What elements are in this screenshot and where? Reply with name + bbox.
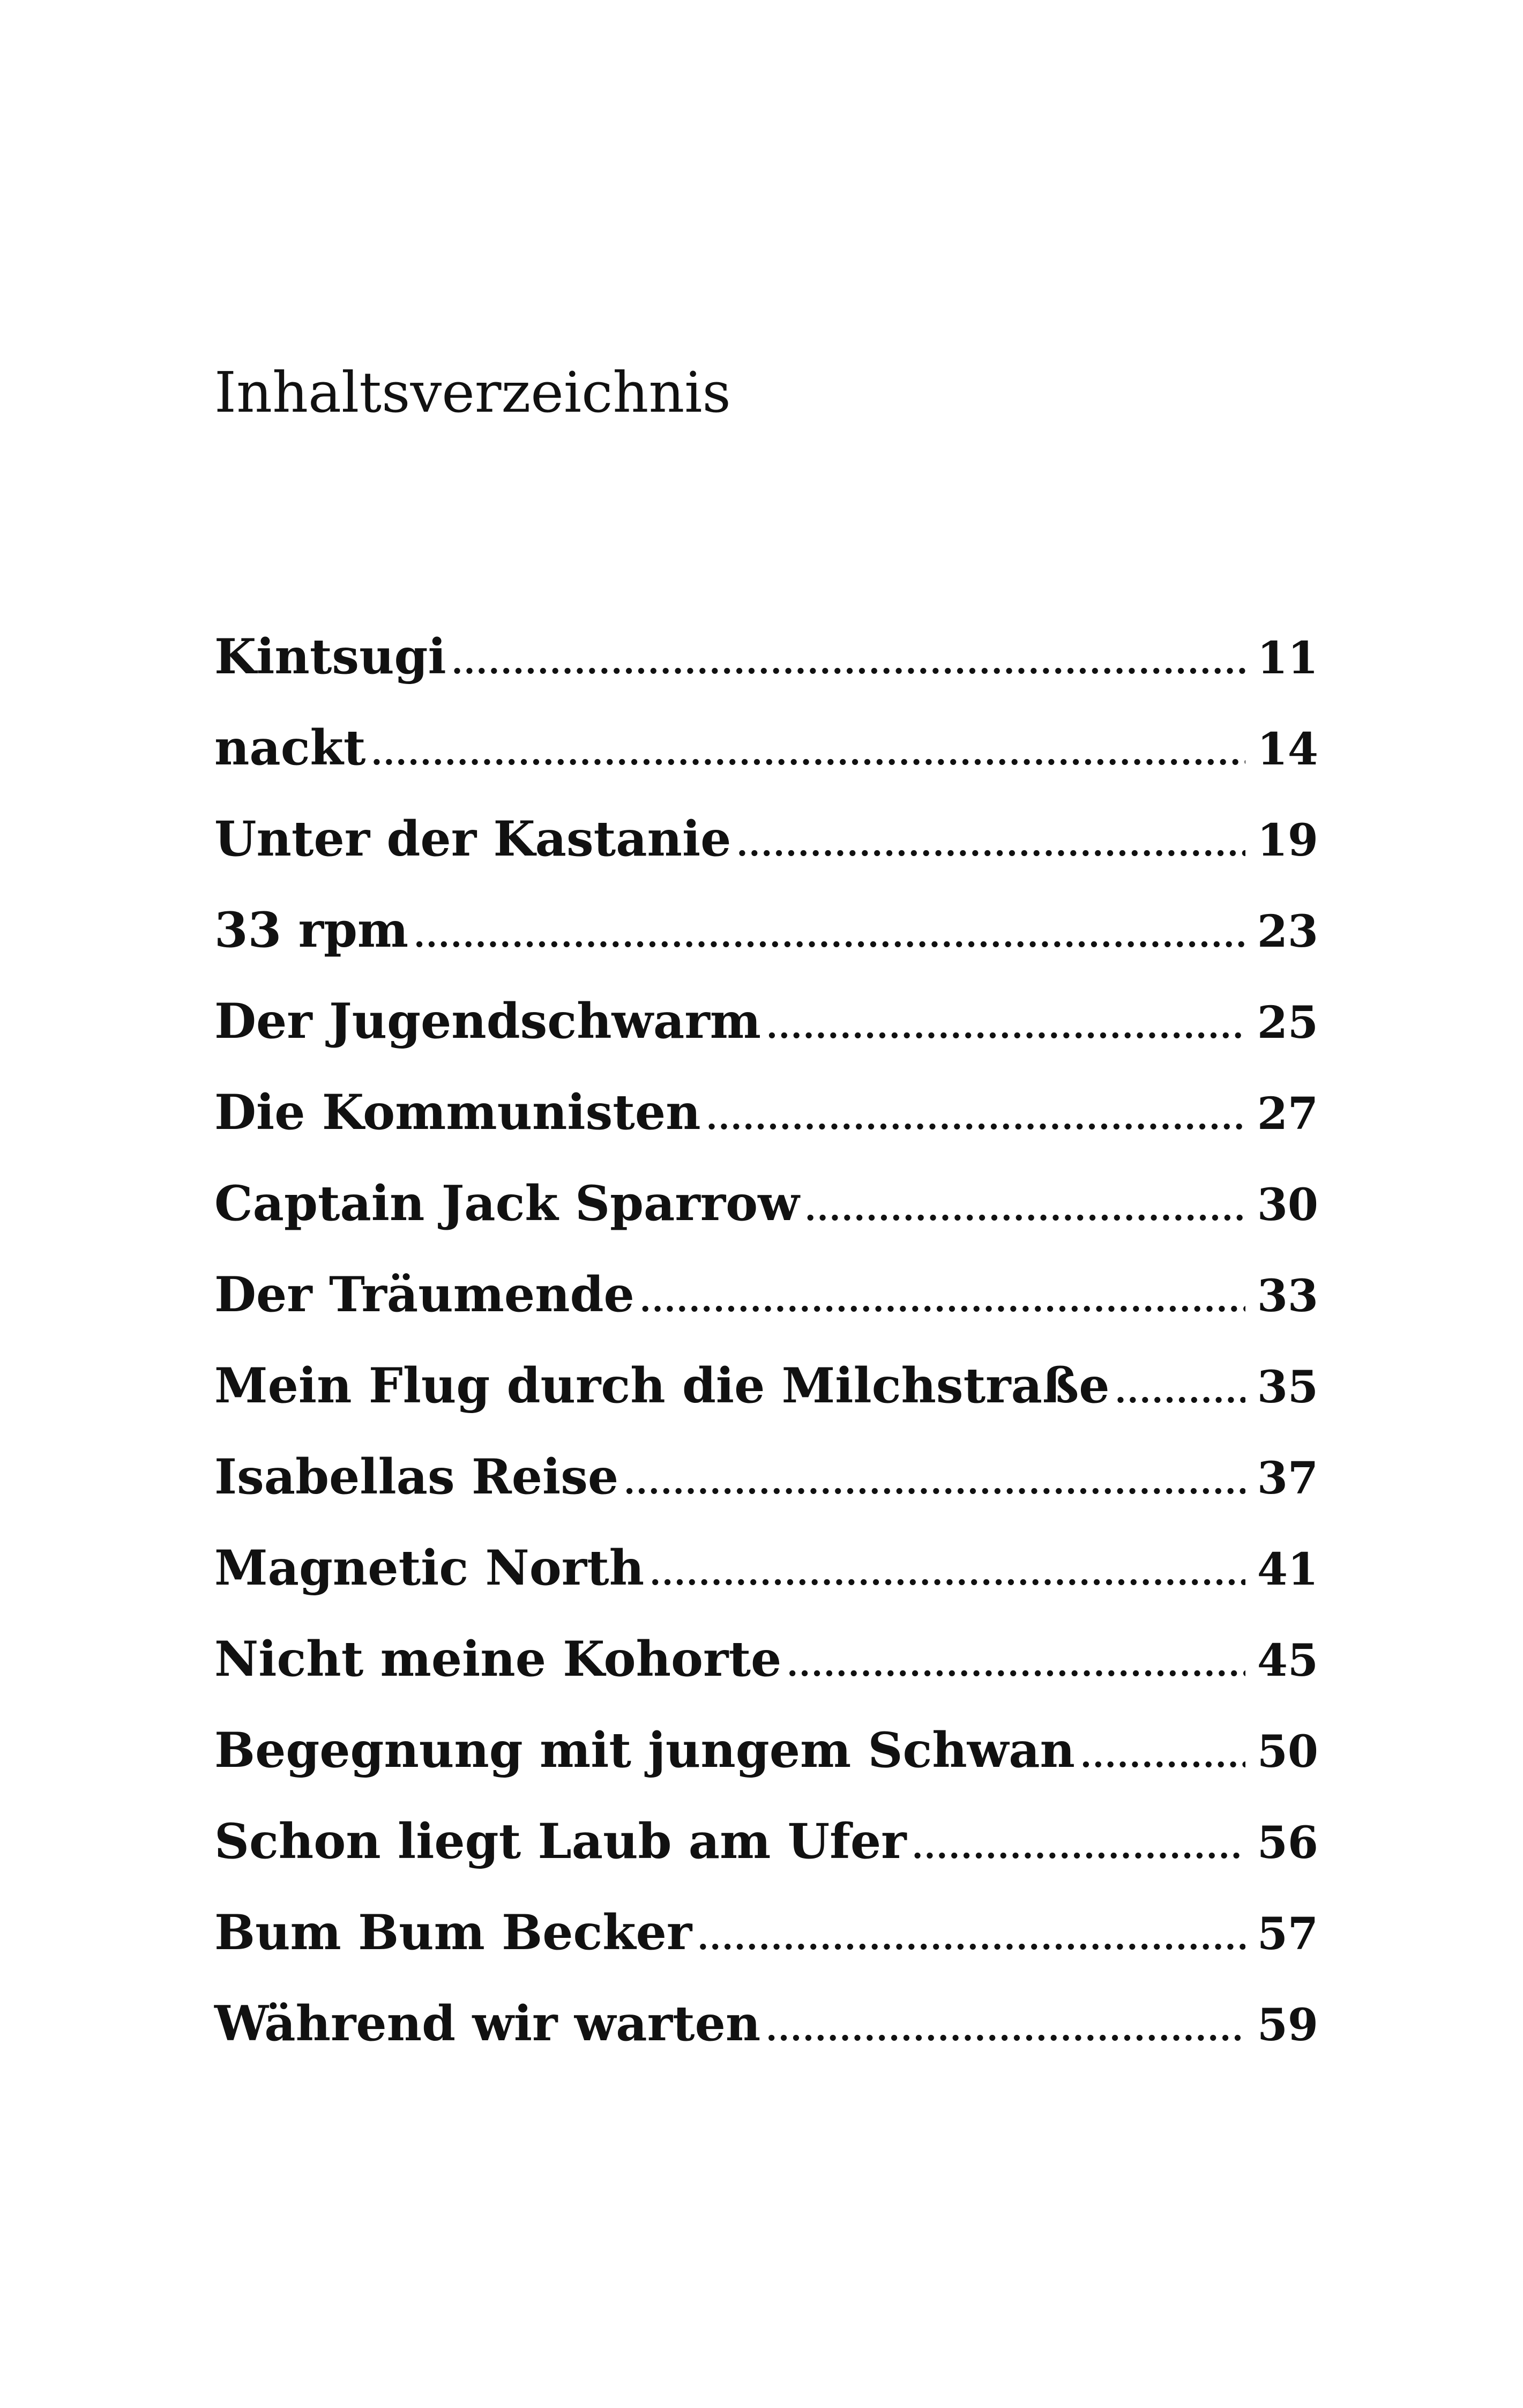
table-of-contents	[214, 628, 1318, 2091]
toc-entry-page: 59	[1257, 2000, 1318, 2051]
dot-leader	[649, 1558, 1245, 1590]
toc-entry	[214, 1357, 1318, 1453]
dot-leader	[1115, 1376, 1245, 1408]
toc-entry-title: Der Jugendschwarm	[214, 993, 761, 1050]
toc-entry	[214, 1175, 1318, 1270]
toc-entry-page: 56	[1257, 1817, 1318, 1869]
dot-leader	[736, 829, 1245, 861]
toc-entry	[214, 1995, 1318, 2091]
toc-entry-page: 50	[1257, 1726, 1318, 1778]
toc-entry-title: Unter der Kastanie	[214, 811, 731, 867]
toc-entry-title: Captain Jack Sparrow	[214, 1175, 800, 1232]
dot-leader	[805, 1193, 1245, 1225]
toc-entry	[214, 1904, 1318, 2000]
dot-leader	[766, 1011, 1245, 1043]
dot-leader	[452, 646, 1245, 679]
toc-entry-page: 14	[1257, 724, 1318, 775]
toc-entry-title: Die Kommunisten	[214, 1084, 701, 1141]
toc-entry-page: 45	[1257, 1635, 1318, 1686]
dot-leader	[1080, 1740, 1245, 1772]
toc-entry-title: Isabellas Reise	[214, 1448, 619, 1505]
toc-entry-title: Kintsugi	[214, 628, 446, 685]
toc-entry	[214, 1084, 1318, 1179]
toc-entry-page: 11	[1257, 633, 1318, 684]
dot-leader	[640, 1284, 1245, 1317]
toc-entry-title: Schon liegt Laub am Ufer	[214, 1813, 907, 1870]
toc-entry	[214, 1266, 1318, 1362]
toc-entry-title: Der Träumende	[214, 1266, 634, 1323]
toc-entry-page: 41	[1257, 1544, 1318, 1595]
dot-leader	[624, 1467, 1245, 1499]
toc-entry	[214, 628, 1318, 724]
toc-entry-page: 23	[1257, 906, 1318, 957]
toc-entry-page: 25	[1257, 997, 1318, 1049]
dot-leader	[706, 1102, 1245, 1134]
dot-leader	[697, 1922, 1245, 1954]
toc-entry-title: Während wir warten	[214, 1995, 761, 2052]
toc-entry	[214, 1540, 1318, 1635]
toc-entry	[214, 993, 1318, 1088]
toc-entry-page: 37	[1257, 1453, 1318, 1504]
toc-entry-page: 57	[1257, 1908, 1318, 1960]
toc-entry	[214, 1813, 1318, 1908]
toc-entry	[214, 1722, 1318, 1817]
toc-entry-title: Begegnung mit jungem Schwan	[214, 1722, 1075, 1779]
toc-entry	[214, 1448, 1318, 1544]
toc-entry-title: Bum Bum Becker	[214, 1904, 692, 1961]
toc-entry-page: 35	[1257, 1362, 1318, 1413]
toc-entry	[214, 811, 1318, 906]
toc-entry-title: Mein Flug durch die Milchstraße	[214, 1357, 1110, 1414]
toc-entry-page: 33	[1257, 1270, 1318, 1322]
toc-heading: Inhaltsverzeichnis	[214, 360, 731, 425]
toc-entry	[214, 902, 1318, 997]
toc-entry-title: Nicht meine Kohorte	[214, 1631, 782, 1688]
dot-leader	[912, 1831, 1245, 1863]
toc-entry-page: 27	[1257, 1088, 1318, 1140]
toc-entry-page: 30	[1257, 1179, 1318, 1231]
toc-entry	[214, 1631, 1318, 1726]
dot-leader	[766, 2013, 1245, 2046]
dot-leader	[414, 920, 1245, 952]
toc-entry-title: 33 rpm	[214, 902, 409, 958]
dot-leader	[371, 738, 1245, 770]
toc-entry-title: Magnetic North	[214, 1540, 645, 1596]
toc-entry-title: nackt	[214, 719, 366, 776]
toc-entry	[214, 719, 1318, 815]
toc-entry-page: 19	[1257, 815, 1318, 866]
dot-leader	[787, 1649, 1245, 1681]
